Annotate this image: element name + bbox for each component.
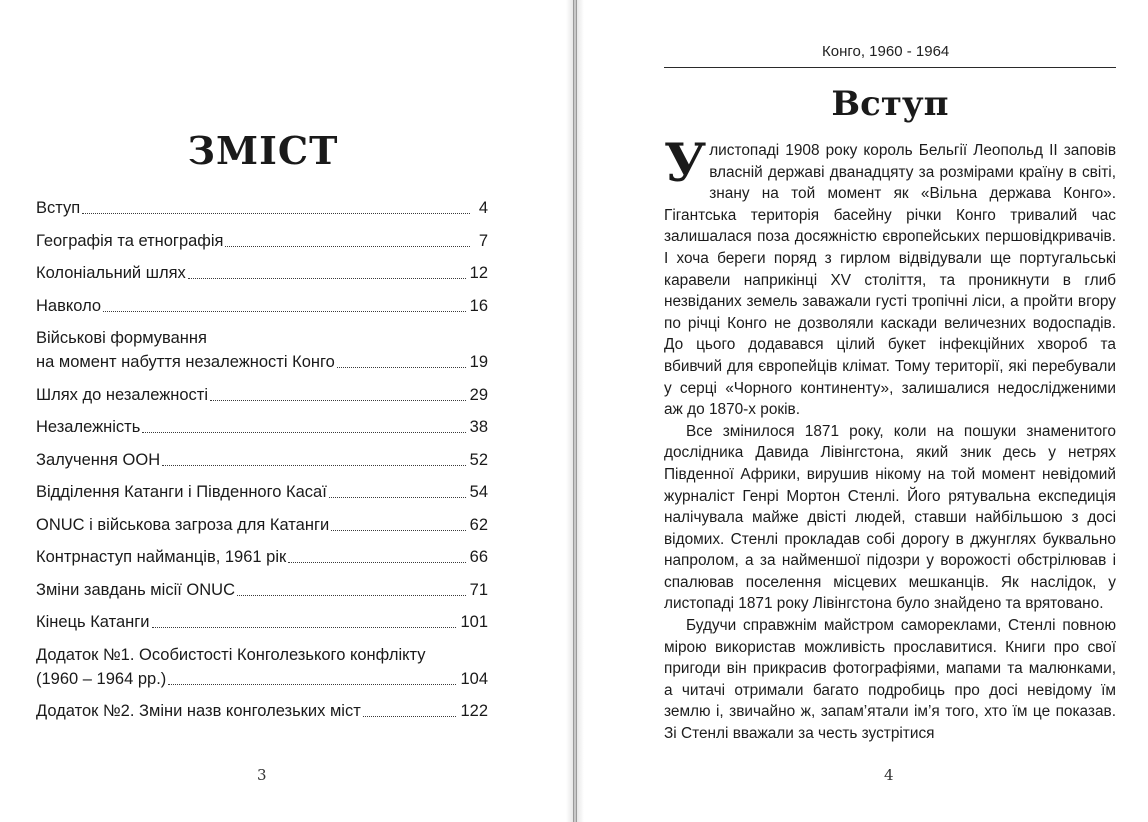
toc-entry[interactable] [36,261,488,285]
toc-entry[interactable] [36,415,488,439]
toc-leader-dots [210,399,466,401]
header-rule [664,67,1116,68]
toc-entry-label: Додаток №2. Зміни назв конголезьких міст [36,702,361,720]
toc-entry-label-line1: Військові формування [36,329,207,347]
toc-entry-label: Шлях до незалежності [36,385,208,404]
toc-entry[interactable] [36,643,488,691]
toc-entry-page: 29 [469,385,488,404]
toc-entry-line2 [36,350,488,374]
toc-leader-dots [331,529,465,531]
toc-leader-dots [329,496,466,498]
toc-leader-dots [82,212,470,214]
toc-entry-label: Колоніальний шлях [36,264,186,282]
running-head-text: Конго, 1960 - 1964 [822,43,950,60]
toc-leader-dots [288,561,465,563]
toc-entry-page: 66 [469,548,488,566]
toc-leader-dots [162,464,466,466]
paragraph [664,133,1116,421]
toc-entry[interactable] [36,196,488,220]
toc-entry[interactable] [36,699,488,723]
left-page [0,0,566,822]
toc-entry-page: 4 [478,199,488,217]
toc-leader-dots [225,245,470,247]
toc-leader-dots [142,431,465,433]
toc-entry-label: ONUC і військова загроза для Катанги [36,515,330,534]
book-spine-gutter [566,0,584,822]
toc-entry-page: 101 [460,613,488,631]
toc-entry-page: 54 [469,483,488,501]
toc-entry-page: 19 [469,353,488,371]
toc-entry[interactable] [36,480,488,504]
toc-entry-page: 52 [469,450,488,469]
toc-entry-label: Навколо [36,296,102,315]
toc-leader-dots [168,683,456,685]
toc-entry-label: Відділення Катанги і Південного Касаї [36,483,327,501]
toc-entry[interactable] [36,383,488,407]
toc-entry-page: 12 [469,264,488,282]
toc-entry-label: Залучення ООН [36,450,161,469]
toc-entry[interactable] [36,294,488,318]
toc-entry-line2 [36,667,488,691]
toc-entry[interactable] [36,513,488,537]
toc-entry-page: 71 [469,580,488,599]
toc-entry-page: 7 [478,231,488,250]
toc-entry[interactable] [36,448,488,472]
toc-entry-label: Вступ [36,199,81,217]
toc-entry-label: Зміни завдань місії ONUC [36,580,235,599]
toc-entry-page: 104 [460,669,488,688]
page-number: 3 [257,766,267,784]
toc-leader-dots [337,366,466,368]
right-page [584,0,1148,822]
toc-entry[interactable] [36,610,488,634]
table-of-contents [36,196,488,732]
toc-leader-dots [363,715,457,717]
toc-entry-page: 62 [469,515,488,534]
toc-entry[interactable] [36,326,488,374]
toc-entry[interactable] [36,545,488,569]
toc-entry-label: на момент набуття незалежності Конго [36,353,335,371]
toc-entry[interactable] [36,229,488,253]
chapter-body [664,133,1116,745]
toc-entry-page: 38 [469,418,488,436]
toc-leader-dots [237,594,466,596]
toc-entry-label: Кінець Катанги [36,613,150,631]
toc-entry-label: Контрнаступ найманців, 1961 рік [36,548,287,566]
toc-entry[interactable] [36,578,488,602]
toc-entry-label: Географія та етнографія [36,231,224,250]
toc-entry-page: 16 [469,296,488,315]
toc-leader-dots [188,277,466,279]
page-number: 4 [884,766,894,784]
paragraph: Все змінилося 1871 року, коли на пошуки знаменитого дослідника Давида Лівінгстона, який зник десь у нетрях Південної Африки, вирушив нікому на той момент невідомий журналіст Генрі Мортон Стенлі. Його рятувальна експедиція налічувала майже двісті людей, ставши найбільшою з досі відомих. Стенлі прокладав собі дорогу в джунглях буквально напролом, а за найменшої підозри у ворожості обстрілював і спалював поселення місцевих мешканців. Як наслідок, у листопаді 1871 року Лівінгстона було знайдено та врятовано. [664,422,1116,613]
toc-entry-label: (1960 – 1964 рр.) [36,669,167,688]
toc-entry-page: 122 [460,702,488,720]
toc-title: ЗМІСТ [187,128,339,173]
toc-entry-label-line1: Додаток №1. Особистості Конголезького конфлікту [36,645,426,664]
paragraph: Будучи справжнім майстром самореклами, Стенлі повною мірою використав можливість прославитися. Книги про свої пригоди він прикрасив фотографіями, мапами та малюнками, а читачі отримали багато подробиць про досі невідому їм землю і, звичайно ж, запам’ятали ім’я того, хто їм це показав. Зі Стенлі вважали за честь зустрітися [664,617,1116,743]
toc-leader-dots [103,310,466,312]
chapter-title: Вступ [831,84,949,124]
toc-leader-dots [152,626,457,628]
paragraph-text: листопаді 1908 року король Бельгії Леопольд II заповів власній державі дванадцяту за розмірами країну в світі, знану на той момент як «Вільна держава Конго». Гігантська територія басейну річки Конго тривалий час залишалася поза досяжністю європейських першовідкривачів. І хоча береги поряд з гирлом відвідували ще португальські каравели наприкінці XV століття, та проникнути в глиб незвіданих земель заважали густі тропічні ліси, а пройти вгору по річці Конго не дозволяли каскади величезних водоспадів. До цього додавався цілий букет інфекційних хвороб та вбивчий для європейців клімат. Тому території, які перебували у серці «Чорного континенту», залишалися недослідженими аж до 1870-х років. [664,142,1116,419]
drop-cap: У [664,133,707,194]
toc-entry-label: Незалежність [36,418,141,436]
